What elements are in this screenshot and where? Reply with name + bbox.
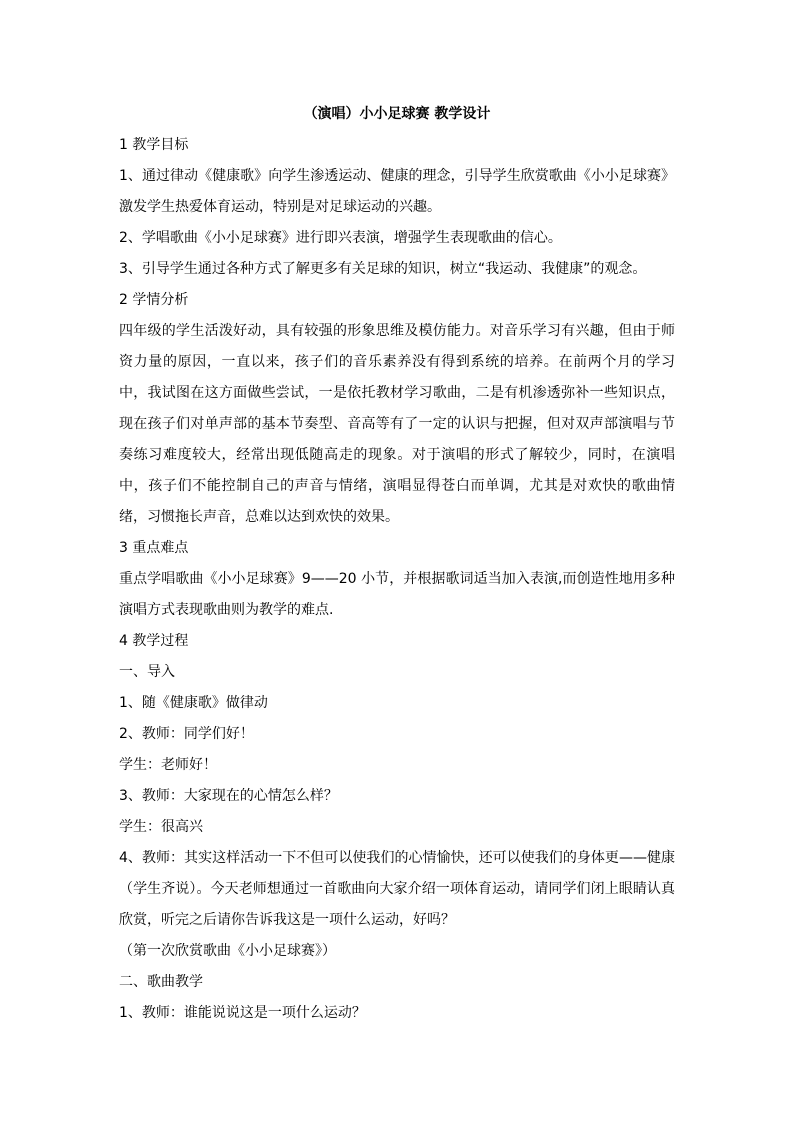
paragraph: 重点学唱歌曲《小小足球赛》9——20 小节，并根据歌词适当加入表演,而创造性地用多种演唱方式表现歌曲则为教学的难点.: [119, 571, 675, 618]
paragraph: 4、教师：其实这样活动一下不但可以使我们的心情愉快，还可以使我们的身体更——健康（学生齐说）。今天老师想通过一首歌曲向大家介绍一项体育运动，请同学们闭上眼睛认真欣赏，听完之后请你告诉我这是一项什么运动，好吗？: [119, 850, 675, 928]
paragraph: （第一次欣赏歌曲《小小足球赛》）: [119, 943, 336, 959]
paragraph: 1、随《健康歌》做律动: [119, 695, 268, 711]
paragraph: 学生：很高兴: [119, 819, 203, 835]
section-heading-process: 4 教学过程: [119, 633, 189, 649]
paragraph: 1、通过律动《健康歌》向学生渗透运动、健康的理念，引导学生欣赏歌曲《小小足球赛》激发学生热爱体育运动，特别是对足球运动的兴趣。: [119, 168, 675, 215]
section-heading-analysis: 2 学情分析: [119, 292, 189, 308]
paragraph: 2、教师：同学们好！: [119, 726, 254, 742]
paragraph: 1、教师：谁能说说这是一项什么运动？: [119, 1005, 366, 1021]
paragraph: 二、歌曲教学: [119, 974, 203, 990]
paragraph: 四年级的学生活泼好动，具有较强的形象思维及模仿能力。对音乐学习有兴趣，但由于师资力量的原因，一直以来，孩子们的音乐素养没有得到系统的培养。在前两个月的学习中，我试图在这方面做些尝试，一是依托教材学习歌曲，二是有机渗透弥补一些知识点，现在孩子们对单声部的基本节奏型、音高等有了一定的认识与把握，但对双声部演唱与节奏练习难度较大，经常出现低随高走的现象。对于演唱的形式了解较少，同时，在演唱中，孩子们不能控制自己的声音与情绪，演唱显得苍白而单调，尤其是对欢快的歌曲情绪，习惯拖长声音，总难以达到欢快的效果。: [119, 323, 675, 525]
paragraph: 3、教师：大家现在的心情怎么样？: [119, 788, 338, 804]
document-body: [119, 130, 675, 1029]
paragraph: 一、导入: [119, 664, 175, 680]
paragraph: 3、引导学生通过各种方式了解更多有关足球的知识，树立“我运动、我健康”的观念。: [119, 261, 647, 277]
paragraph: 2、学唱歌曲《小小足球赛》进行即兴表演，增强学生表现歌曲的信心。: [119, 230, 562, 246]
paragraph: 学生：老师好！: [119, 757, 217, 773]
section-heading-key-points: 3 重点难点: [119, 540, 189, 556]
section-heading-objectives: 1 教学目标: [119, 137, 189, 153]
document-title: （演唱）小小足球赛 教学设计: [303, 106, 491, 122]
